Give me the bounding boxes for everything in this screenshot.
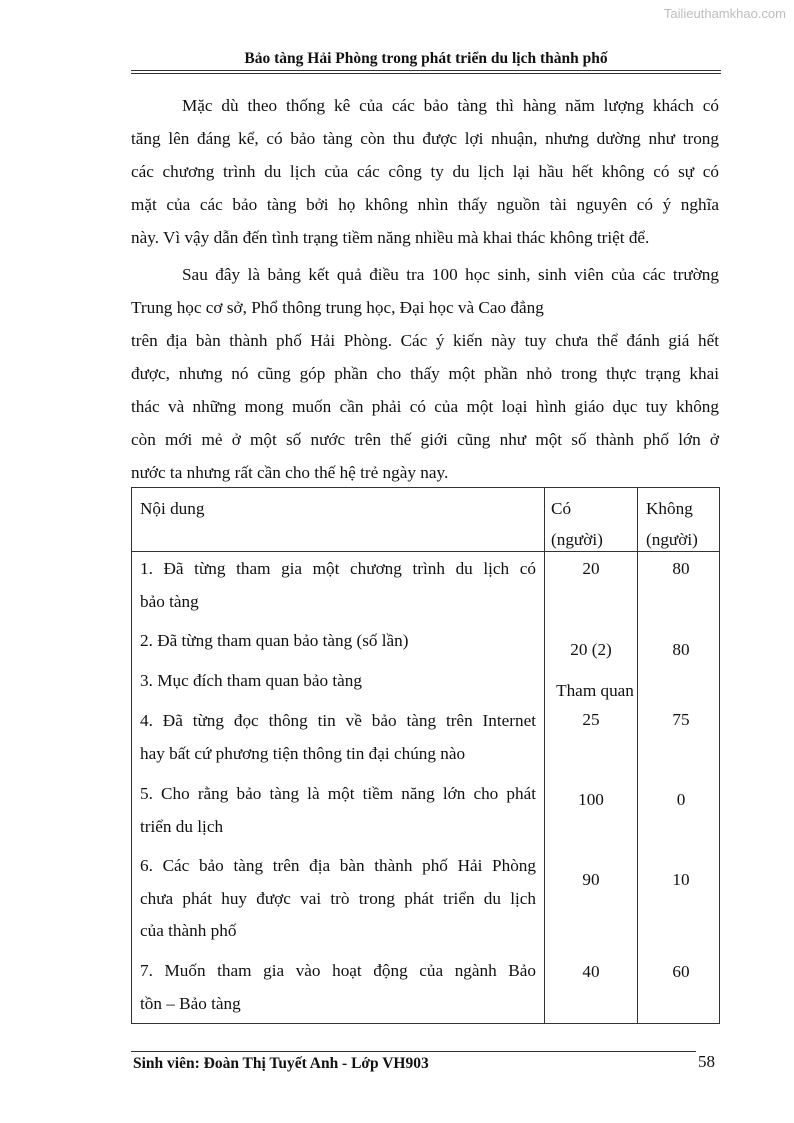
row-text-line: tồn – Bảo tàng [140,993,241,1013]
paragraph-line: Trung học cơ sở, Phổ thông trung học, Đại học và Cao đẳng [131,298,544,317]
paragraph-line: các chương trình du lịch của các công ty du lịch lại hầu hết không có sự có [131,162,719,181]
table-row [140,625,536,658]
row-text-line: bảo tàng [140,591,199,611]
running-header-title: Bảo tàng Hải Phòng trong phát triển du lịch thành phố [244,50,608,67]
footer-author: Sinh viên: Đoàn Thị Tuyết Anh - Lớp VH903 [133,1055,429,1072]
page-number: 58 [698,1052,715,1071]
row-no-value: 80 [672,559,690,578]
table-row [140,778,536,843]
table-header-yes-unit: (người) [551,530,603,549]
row-yes-value: 40 [582,962,600,981]
paragraph-line: còn mới mẻ ở một số nước trên thế giới cũng như một số thành phố lớn ở [131,430,719,449]
row-text-line: hay bất cứ phương tiện thông tin đại chúng nào [140,743,466,763]
row-yes-value: 100 [578,790,604,809]
row-no-value: 10 [672,870,690,889]
row-text-line: 7. Muốn tham gia vào hoạt động của ngành Bảo [140,961,536,980]
paragraph-line: Mặc dù theo thống kê của các bảo tàng thì hàng năm lượng khách có [182,96,719,115]
table-row [140,553,536,618]
table-header-no: Không [646,499,693,518]
row-text-line: 1. Đã từng tham gia một chương trình du lịch có [140,559,536,578]
row-no-value: 75 [672,710,690,729]
row-text-line: 2. Đã từng tham quan bảo tàng (số lần) [140,631,409,650]
table-header-yes: Có [551,499,572,518]
row-text-line: triển du lịch [140,816,224,836]
paragraph-line: được, nhưng nó cũng góp phần cho thấy một phần nhỏ trong thực trạng khai [131,364,719,383]
row-yes-value: 25 [582,710,600,729]
paragraph-1 [131,89,719,254]
row-text-line: của thành phố [140,921,237,940]
paragraph-2 [131,258,719,489]
paragraph-line: mặt của các bảo tàng bởi họ không nhìn thấy nguồn tài nguyên có ý nghĩa [131,195,719,214]
row-no-value: 60 [672,962,690,981]
header-rule [131,70,721,71]
paragraph-line: tăng lên đáng kể, có bảo tàng còn thu được lợi nhuận, nhưng dường như trong [131,129,719,148]
row-text-line: 3. Mục đích tham quan bảo tàng [140,671,362,690]
paragraph-line: nước ta nhưng rất cần cho thế hệ trẻ ngày nay. [131,463,449,482]
header-rule-double [131,73,721,74]
paragraph-line: thác và những mong muốn cần phải có của một loại hình giáo dục tuy không [131,397,719,416]
paragraph-line: Sau đây là bảng kết quả điều tra 100 học sinh, sinh viên của các trường [182,265,719,284]
row-text-line: 5. Cho rằng bảo tàng là một tiềm năng lớn cho phát [140,784,536,803]
table-row [140,705,536,770]
table-row [140,665,536,698]
footer-rule [131,1051,696,1052]
table-row [140,850,536,948]
row-no-value: 0 [676,790,686,809]
table-header-content: Nội dung [140,499,205,518]
row-text-line: 4. Đã từng đọc thông tin về bảo tàng trên Internet [140,711,536,730]
table-header-no-unit: (người) [646,530,698,549]
table-row [140,955,536,1020]
row-yes-value: Tham quan [556,681,634,700]
paragraph-line: này. Vì vậy dẫn đến tình trạng tiềm năng nhiều mà khai thác không triệt để. [131,228,650,247]
paragraph-line: trên địa bàn thành phố Hải Phòng. Các ý kiến này tuy chưa thể đánh giá hết [131,331,719,350]
row-yes-value: 20 (2) [570,640,612,659]
watermark: Tailieuthamkhao.com [663,6,786,21]
row-text-line: 6. Các bảo tàng trên địa bàn thành phố Hải Phòng [140,856,536,875]
row-no-value: 80 [672,640,690,659]
row-text-line: chưa phát huy được vai trò trong phát triển du lịch [140,888,536,908]
row-yes-value: 90 [582,870,600,889]
row-yes-value: 20 [582,559,600,578]
